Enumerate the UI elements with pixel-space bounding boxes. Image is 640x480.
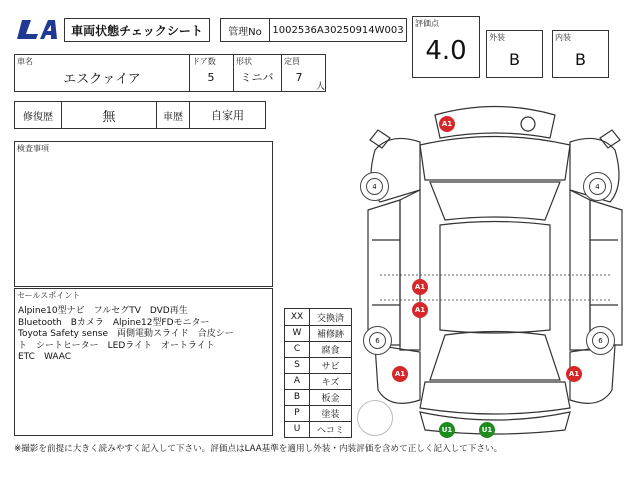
legend-code: S (294, 360, 300, 370)
legend-code: U (293, 424, 301, 434)
sales-line: Bluetooth Bカメラ Alpine12型FDモニター (18, 317, 210, 328)
car-outline (360, 90, 630, 440)
legend-code: C (293, 344, 301, 354)
interior-grade-box (552, 30, 609, 78)
inspection-box (14, 141, 273, 287)
repair-history-value: 無 (102, 109, 116, 125)
logo (14, 16, 66, 42)
legend-desc: 交換済 (316, 313, 344, 324)
score-label: 評価点 (415, 19, 439, 28)
capacity-unit: 人 (316, 82, 326, 92)
history-row (14, 101, 266, 129)
damage-mark-a: A1 (566, 366, 582, 382)
management-label: 管理No (228, 26, 262, 38)
sales-line: ト シートヒーター LEDライト オートライト (18, 340, 215, 351)
capacity-label: 定員 (284, 57, 300, 66)
capacity-value: 7 (295, 70, 303, 84)
management-number: 1002536A30250914W003 (272, 24, 404, 36)
damage-mark-u: U1 (479, 422, 495, 438)
doors-label: ドア数 (192, 57, 216, 66)
tire-front-right: 4 (583, 172, 612, 201)
sales-line: Toyota Safety sense 両側電動スライド 合皮シー (18, 329, 234, 339)
legend-desc: サビ (321, 361, 340, 372)
shape-label: 形状 (236, 57, 252, 66)
sheet-title: 車両状態チェックシート (64, 18, 210, 42)
vehicle-info-row (14, 54, 326, 92)
inspection-label: 検査事項 (17, 144, 49, 153)
tire-rear-right: 6 (586, 326, 615, 355)
legend-desc: キズ (321, 377, 340, 388)
legend-desc: 腐食 (321, 345, 340, 356)
interior-label: 内装 (555, 33, 571, 42)
damage-mark-u: U1 (439, 422, 455, 438)
doors-value: 5 (207, 70, 215, 84)
score-box (412, 16, 480, 78)
management-number-box (220, 18, 407, 42)
sales-points-text (18, 306, 234, 364)
car-diagram (360, 90, 630, 440)
vehicle-history-value: 自家用 (211, 109, 244, 122)
legend-desc: ヘコミ (316, 425, 344, 436)
damage-mark-a: A1 (412, 279, 428, 295)
damage-legend (284, 308, 352, 438)
tire-front-left: 4 (360, 172, 389, 201)
damage-mark-a: A1 (412, 302, 428, 318)
legend-code: W (292, 328, 302, 338)
legend-code: P (294, 408, 300, 418)
legend-code: XX (290, 312, 304, 322)
footer-note: ※撮影を前提に大きく読みやすく記入して下さい。評価点はLAA基準を適用し外装・内装評価を含めて正しく記入して下さい。 (14, 444, 503, 454)
exterior-grade-box (486, 30, 543, 78)
car-name-label: 車名 (17, 57, 33, 66)
legend-code: B (293, 392, 301, 402)
repair-history-label: 修復歴 (23, 111, 53, 123)
vehicle-history-label: 車歴 (163, 111, 183, 123)
sales-points-label: セールスポイント (17, 291, 81, 300)
legend-code: A (293, 376, 301, 386)
car-name: エスクァイア (63, 71, 141, 87)
legend-desc: 板金 (321, 393, 340, 404)
exterior-label: 外装 (489, 33, 505, 42)
shape-value: ミニバ (240, 71, 274, 84)
sales-points-box (14, 288, 273, 436)
logo-mark (14, 16, 66, 42)
legend-desc: 補修跡 (316, 329, 344, 340)
legend-desc: 塗装 (321, 409, 340, 420)
tire-rear-left: 6 (363, 326, 392, 355)
exterior-grade: B (509, 49, 520, 69)
score-value: 4.0 (425, 36, 467, 66)
interior-grade: B (575, 49, 586, 69)
sales-line: Alpine10型ナビ フルセグTV DVD再生 (18, 306, 188, 316)
damage-mark-a: A1 (439, 116, 455, 132)
sales-line: ETC WAAC (18, 352, 72, 362)
damage-mark-a: A1 (392, 366, 408, 382)
